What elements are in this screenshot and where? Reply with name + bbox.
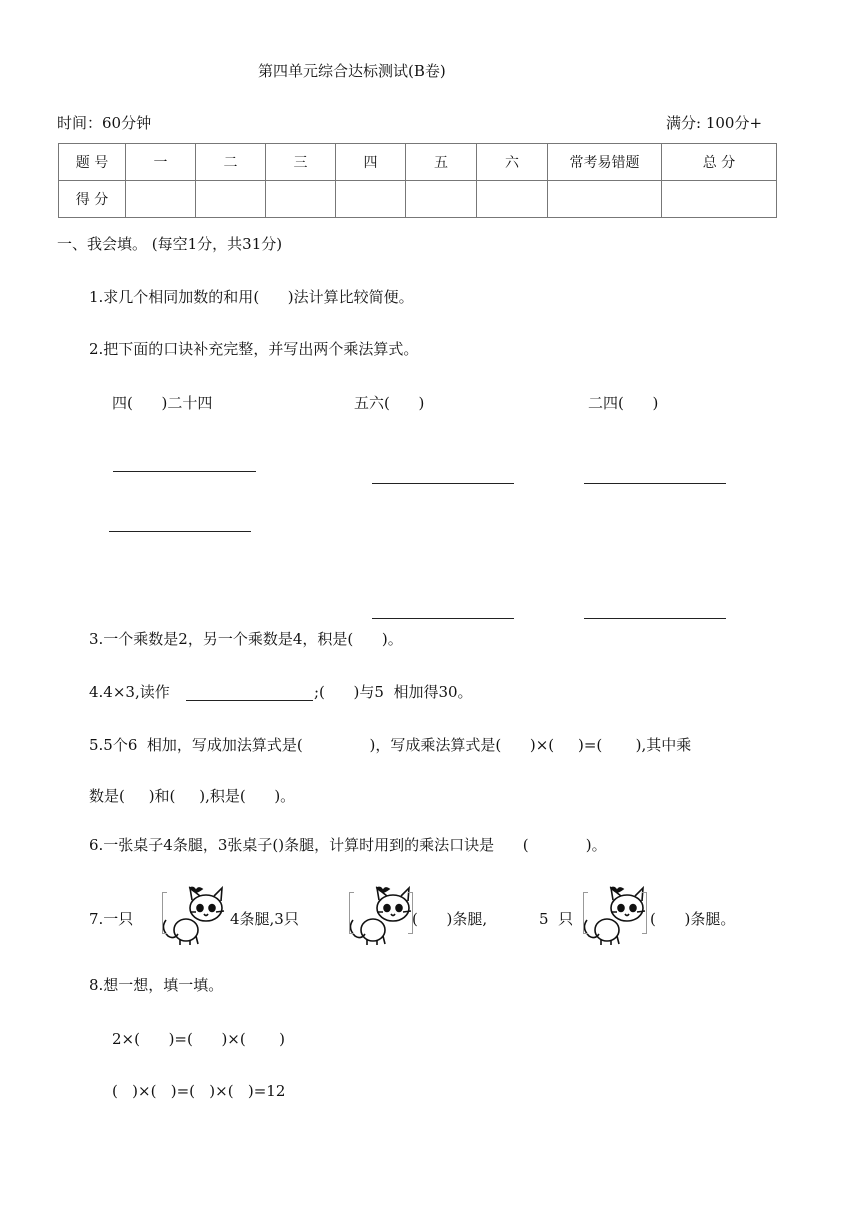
answer-line[interactable]: [372, 483, 514, 484]
header-cell: 题 号: [59, 144, 126, 181]
bracket-right: [642, 892, 647, 934]
score-table-score-row: [59, 181, 777, 218]
answer-line[interactable]: [372, 618, 514, 619]
header-cell: 四: [336, 144, 406, 181]
question-5-line-2: 数是( )和( ),积是( )。: [89, 787, 296, 805]
question-8: 8.想一想，填一填。: [89, 976, 224, 994]
q2-item-3: 二四( ): [588, 394, 659, 412]
cat-icon: [581, 886, 649, 946]
section-1-heading: 一、我会填。 (每空1分，共31分): [57, 235, 283, 253]
header-cell: 二: [196, 144, 266, 181]
header-cell: 六: [477, 144, 548, 181]
time-limit: 时间：60分钟: [57, 114, 152, 132]
score-cell[interactable]: [548, 181, 662, 218]
bracket-left: [349, 892, 354, 934]
question-3: 3.一个乘数是2，另一个乘数是4，积是( )。: [89, 630, 403, 648]
score-cell[interactable]: [196, 181, 266, 218]
score-cell[interactable]: [336, 181, 406, 218]
q7-text-3: ( )条腿,: [412, 910, 488, 928]
score-cell[interactable]: [126, 181, 196, 218]
score-cell[interactable]: [406, 181, 477, 218]
score-cell[interactable]: [662, 181, 777, 218]
q2-item-2: 五六( ): [354, 394, 425, 412]
bracket-left: [162, 892, 167, 934]
row-label: 得 分: [59, 181, 126, 218]
q2-item-1: 四( )二十四: [112, 394, 213, 412]
q7-text-2: 4条腿,3只: [230, 910, 299, 928]
page-title: 第四单元综合达标测试(B卷): [258, 62, 446, 80]
cat-icon: [160, 886, 228, 946]
q7-text-1: 7.一只: [89, 910, 134, 928]
cat-icon: [347, 886, 415, 946]
header-cell: 常考易错题: [548, 144, 662, 181]
question-6: 6.一张桌子4条腿，3张桌子()条腿，计算时用到的乘法口诀是 ( )。: [89, 836, 607, 854]
question-5-line-1: 5.5个6 相加，写成加法算式是( )，写成乘法算式是( )×( )=( ),其中乘: [89, 736, 692, 754]
answer-line[interactable]: [113, 471, 256, 472]
q7-text-4: 5 只: [539, 910, 574, 928]
question-2: 2.把下面的口诀补充完整，并写出两个乘法算式。: [89, 340, 419, 358]
answer-line[interactable]: [109, 531, 251, 532]
answer-line[interactable]: [584, 483, 726, 484]
header-cell: 三: [266, 144, 336, 181]
header-cell: 五: [406, 144, 477, 181]
question-1: 1.求几个相同加数的和用( )法计算比较简便。: [89, 288, 414, 306]
header-cell: 一: [126, 144, 196, 181]
question-4-part-a: 4.4×3,读作: [89, 683, 170, 701]
header-cell: 总 分: [662, 144, 777, 181]
answer-line[interactable]: [186, 700, 313, 701]
q8-line-1: 2×( )=( )×( ): [112, 1030, 285, 1048]
score-table-header-row: [59, 144, 777, 181]
q7-text-5: ( )条腿。: [650, 910, 736, 928]
answer-line[interactable]: [584, 618, 726, 619]
question-4-part-b: ;( )与5 相加得30。: [314, 683, 473, 701]
bracket-left: [583, 892, 588, 934]
score-cell[interactable]: [477, 181, 548, 218]
full-score: 满分: 100分+: [666, 114, 763, 132]
score-cell[interactable]: [266, 181, 336, 218]
score-table: [58, 143, 777, 218]
q8-line-2: ( )×( )=( )×( )=12: [112, 1082, 286, 1100]
